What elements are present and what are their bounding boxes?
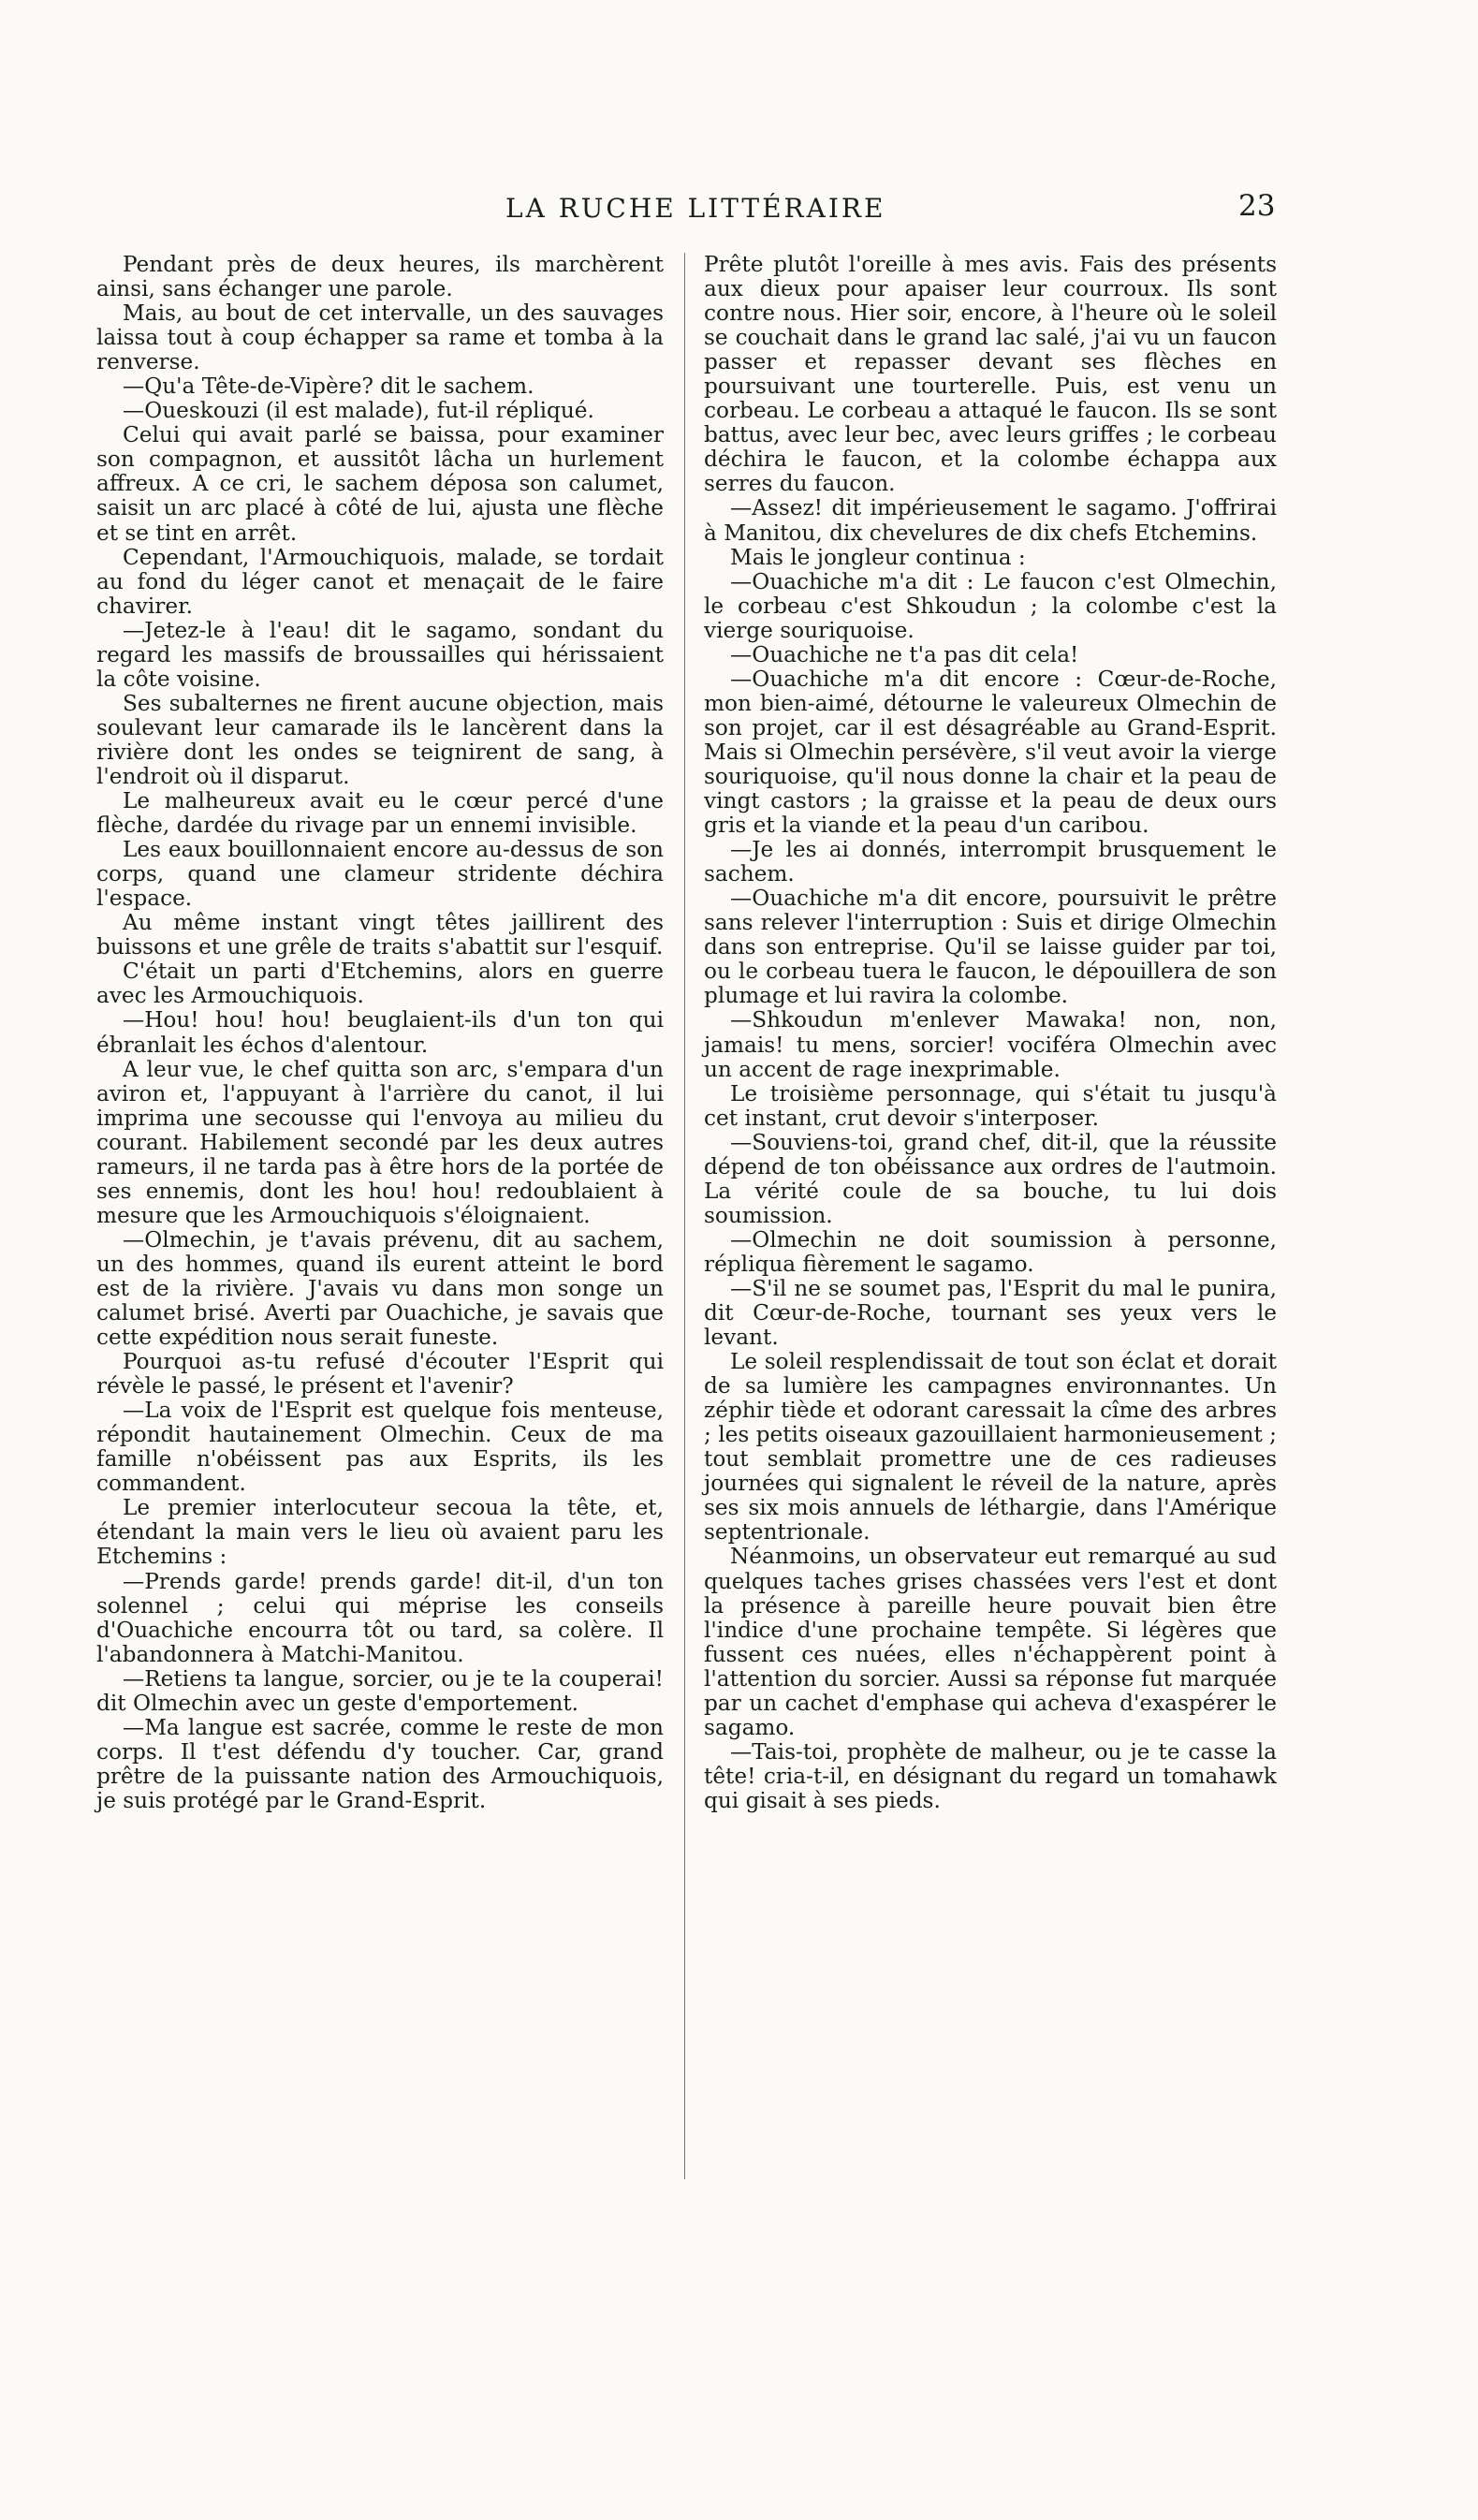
paragraph: —Qu'a Tête-de-Vipère? dit le sachem. — [123, 374, 534, 400]
paragraph: —Ouachiche m'a dit encore : Cœur-de-Roche, mon bien-aimé, détourne le valeureux Olmechin de son projet, car il est désagréable au Grand-Esprit. Mais si Olmechin persévère, s'il veut avoir la vierge souriquoise, qu'il nous donne la chair et la peau de vingt castors ; la graisse et la peau de deux ours gris et la viande et la peau d'un caribou. — [704, 666, 1277, 839]
paragraph: A leur vue, le chef quitta son arc, s'empara d'un aviron et, l'appuyant à l'arrière du canot, il lui imprima une secousse qui l'envoya au milieu du courant. Habilement secondé par les deux autres rameurs, il ne tarda pas à être hors de la portée de ses ennemis, dont les hou! hou! redoublaient à mesure que les Armouchiquois s'éloignaient. — [96, 1056, 664, 1228]
paragraph: Le troisième personnage, qui s'était tu jusqu'à cet instant, crut devoir s'interposer. — [704, 1080, 1277, 1131]
left-column — [96, 253, 664, 1813]
paragraph: Cependant, l'Armouchiquois, malade, se tordait au fond du léger canot et menaçait de le faire chavirer. — [96, 544, 664, 619]
paragraph: Le soleil resplendissait de tout son éclat et dorait de sa lumière les campagnes environnantes. Un zéphir tiède et odorant caressait la cîme des arbres ; les petits oiseaux gazouillaient harmonieusement ; tout semblait promettre une de ces radieuses journées qui signalent le réveil de la nature, après ses six mois annuels de léthargie, dans l'Amérique septentrionale. — [704, 1349, 1277, 1546]
paragraph: —Shkoudun m'enlever Mawaka! non, non, jamais! tu mens, sorcier! vociféra Olmechin avec un accent de rage inexprimable. — [704, 1007, 1277, 1082]
paragraph: Pourquoi as-tu refusé d'écouter l'Esprit qui révèle le passé, le présent et l'avenir? — [96, 1349, 664, 1399]
paragraph: Au même instant vingt têtes jaillirent des buissons et une grêle de traits s'abattit sur l'esquif. — [96, 910, 664, 960]
paragraph: Mais le jongleur continua : — [730, 544, 1026, 570]
paragraph: —La voix de l'Esprit est quelque fois menteuse, répondit hautainement Olmechin. Ceux de ma famille n'obéissent pas aux Esprits, ils les commandent. — [96, 1398, 664, 1497]
paragraph: —Hou! hou! hou! beuglaient-ils d'un ton qui ébranlait les échos d'alentour. — [96, 1007, 664, 1058]
column-divider — [684, 253, 685, 2179]
paragraph: —Ouachiche ne t'a pas dit cela! — [730, 641, 1079, 667]
paragraph: —Souviens-toi, grand chef, dit-il, que la réussite dépend de ton obéissance aux ordres de l'autmoin. La vérité coule de sa bouche, tu lui dois soumission. — [704, 1129, 1277, 1228]
paragraph: —Olmechin ne doit soumission à personne, répliqua fièrement le sagamo. — [704, 1226, 1277, 1277]
page-number: 23 — [1238, 189, 1276, 223]
paragraph: —Oueskouzi (il est malade), fut-il répliqué. — [123, 398, 594, 424]
paragraph: —Je les ai donnés, interrompit brusquement le sachem. — [704, 837, 1277, 887]
paragraph: Le malheureux avait eu le cœur percé d'une flèche, dardée du rivage par un ennemi invisible. — [96, 788, 664, 839]
paragraph: —Ma langue est sacrée, comme le reste de mon corps. Il t'est défendu d'y toucher. Car, grand prêtre de la puissante nation des Armouchiquois, je suis protégé par le Grand-Esprit. — [96, 1714, 664, 1813]
paragraph: Celui qui avait parlé se baissa, pour examiner son compagnon, et aussitôt lâcha un hurlement affreux. A ce cri, le sachem déposa son calumet, saisit un arc placé à côté de lui, ajusta une flèche et se tint en arrêt. — [96, 422, 664, 546]
paragraph: —Ouachiche m'a dit encore, poursuivit le prêtre sans relever l'interruption : Suis et dirige Olmechin dans son entreprise. Qu'il se laisse guider par toi, ou le corbeau tuera le faucon, le dépouillera de son plumage et lui ravira la colombe. — [704, 886, 1277, 1009]
paragraph: —Jetez-le à l'eau! dit le sagamo, sondant du regard les massifs de broussailles qui hérissaient la côte voisine. — [96, 617, 664, 692]
paragraph: —Tais-toi, prophète de malheur, ou je te casse la tête! cria-t-il, en désignant du regard un tomahawk qui gisait à ses pieds. — [704, 1738, 1277, 1813]
paragraph: Prête plutôt l'oreille à mes avis. Fais des présents aux dieux pour apaiser leur courroux. Ils sont contre nous. Hier soir, encore, à l'heure où le soleil se couchait dans le grand lac salé, j'ai vu un faucon passer et repasser devant ses flèches en poursuivant une tourterelle. Puis, est venu un corbeau. Le corbeau a attaqué le faucon. Ils se sont battus, avec leur bec, avec leurs griffes ; le corbeau déchira le faucon, et la colombe échappa aux serres du faucon. — [704, 252, 1277, 497]
paragraph: Néanmoins, un observateur eut remarqué au sud quelques taches grises chassées vers l'est et dont la présence à pareille heure pouvait bien être l'indice d'une prochaine tempête. Si légères que fussent ces nuées, elles n'échappèrent point à l'attention du sorcier. Aussi sa réponse fut marquée par un cachet d'emphase qui acheva d'exaspérer le sagamo. — [704, 1544, 1277, 1740]
paragraph: C'était un parti d'Etchemins, alors en guerre avec les Armouchiquois. — [96, 959, 664, 1009]
paragraph: —Olmechin, je t'avais prévenu, dit au sachem, un des hommes, quand ils eurent atteint le bord est de la rivière. J'avais vu dans mon songe un calumet brisé. Averti par Ouachiche, je savais que cette expédition nous serait funeste. — [96, 1226, 664, 1351]
paragraph: Ses subalternes ne firent aucune objection, mais soulevant leur camarade ils le lancèrent dans la rivière dont les ondes se teignirent de sang, à l'endroit où il disparut. — [96, 690, 664, 789]
page-header — [0, 187, 1478, 228]
paragraph: Pendant près de deux heures, ils marchèrent ainsi, sans échanger une parole. — [96, 252, 664, 302]
paragraph: —Prends garde! prends garde! dit-il, d'un ton solennel ; celui qui méprise les conseils d'Ouachiche encourra tôt ou tard, sa colère. Il l'abandonnera à Matchi-Manitou. — [96, 1568, 664, 1667]
paragraph: —S'il ne se soumet pas, l'Esprit du mal le punira, dit Cœur-de-Roche, tournant ses yeux vers le levant. — [704, 1275, 1277, 1351]
paragraph: Les eaux bouillonnaient encore au-dessus de son corps, quand une clameur stridente déchira l'espace. — [96, 837, 664, 912]
paragraph: —Assez! dit impérieusement le sagamo. J'offrirai à Manitou, dix chevelures de dix chefs Etchemins. — [704, 495, 1277, 546]
paragraph: —Ouachiche m'a dit : Le faucon c'est Olmechin, le corbeau c'est Shkoudun ; la colombe c'est la vierge souriquoise. — [704, 568, 1277, 643]
paragraph: Le premier interlocuteur secoua la tête, et, étendant la main vers le lieu où avaient paru les Etchemins : — [96, 1495, 664, 1570]
right-column — [704, 253, 1277, 1813]
paragraph: —Retiens ta langue, sorcier, ou je te la couperai! dit Olmechin avec un geste d'emportement. — [96, 1665, 664, 1716]
running-title: LA RUCHE LITTÉRAIRE — [505, 193, 886, 224]
paragraph: Mais, au bout de cet intervalle, un des sauvages laissa tout à coup échapper sa rame et tomba à la renverse. — [96, 300, 664, 375]
